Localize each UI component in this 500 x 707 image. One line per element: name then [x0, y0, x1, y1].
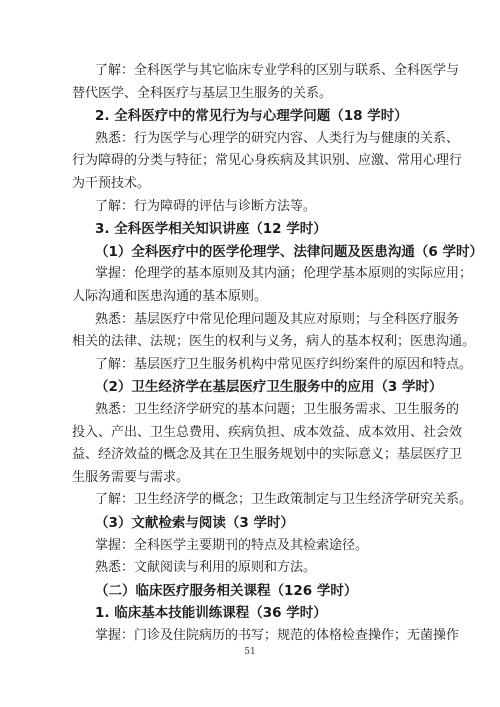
body-text-line: 生服务需要与需求。	[72, 470, 190, 485]
body-text-line: 了解：全科医学与其它临床专业学科的区别与联系、全科医学与	[95, 63, 460, 78]
body-text-line: 掌握：门诊及住院病历的书写；规范的体格检查操作；无菌操作	[95, 628, 460, 643]
body-text-line: 了解：基层医疗卫生服务机构中常见医疗纠纷案件的原因和特点。	[95, 357, 473, 372]
section-heading: 3. 全科医学相关知识讲座（12 学时）	[95, 221, 327, 237]
body-text-line: 熟悉：行为医学与心理学的研究内容、人类行为与健康的关系、	[95, 131, 460, 146]
section-heading: （二）临床医疗服务相关课程（126 学时）	[95, 583, 358, 599]
body-text-line: 熟悉：基层医疗中常见伦理问题及其应对原则；与全科医疗服务	[95, 312, 460, 327]
section-heading: 2. 全科医疗中的常见行为与心理学问题（18 学时）	[95, 108, 408, 124]
body-text-line: 替代医学、全科医疗与基层卫生服务的关系。	[72, 86, 333, 101]
body-text-line: 为干预技术。	[72, 176, 151, 191]
body-text-line: 相关的法律、法规；医生的权利与义务，病人的基本权利；医患沟通。	[72, 334, 476, 349]
body-text-line: 投入、产出、卫生总费用、疾病负担、成本效益、成本效用、社会效	[72, 425, 463, 440]
body-text-line: 行为障碍的分类与特征；常见心身疾病及其识别、应激、常用心理行	[72, 153, 463, 168]
page-number: 51	[244, 647, 256, 657]
body-text-line: 掌握：伦理学的基本原则及其内涵；伦理学基本原则的实际应用；	[95, 266, 473, 281]
section-heading: （3）文献检索与阅读（3 学时）	[95, 515, 294, 531]
body-text-line: 益、经济效益的概念及其在卫生服务规划中的实际意义；基层医疗卫	[72, 447, 463, 462]
body-text-line: 掌握：全科医学主要期刊的特点及其检索途径。	[95, 538, 369, 553]
body-text-line: 人际沟通和医患沟通的基本原则。	[72, 289, 268, 304]
body-text-line: 了解：卫生经济学的概念；卫生政策制定与卫生经济学研究关系。	[95, 492, 473, 507]
section-heading: （1）全科医疗中的医学伦理学、法律问题及医患沟通（6 学时）	[95, 244, 483, 260]
section-heading: 1. 临床基本技能训练课程（36 学时）	[95, 605, 327, 621]
body-text-line: 了解：行为障碍的评估与诊断方法等。	[95, 199, 317, 214]
section-heading: （2）卫生经济学在基层医疗卫生服务中的应用（3 学时）	[95, 379, 443, 395]
body-text-line: 熟悉：卫生经济学研究的基本问题；卫生服务需求、卫生服务的	[95, 402, 460, 417]
body-text-line: 熟悉：文献阅读与利用的原则和方法。	[95, 560, 317, 575]
